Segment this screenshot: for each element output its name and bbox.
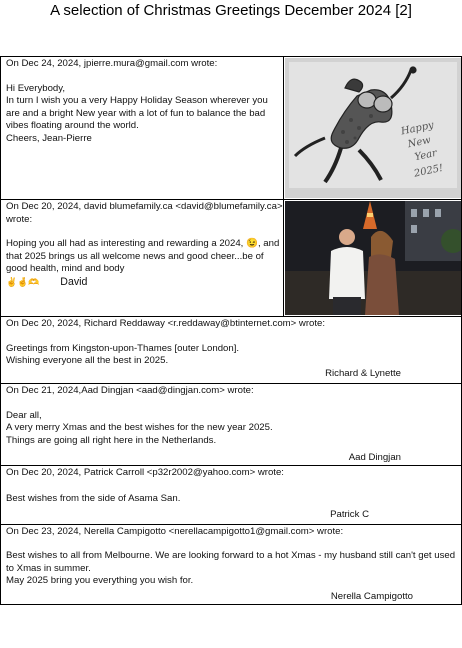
card-text: New <box>406 134 432 151</box>
greeting-header: On Dec 23, 2024, Nerella Campigotto <nerellacampigotto1@gmail.com> wrote: <box>6 525 344 537</box>
signature: Aad Dingjan <box>348 452 401 463</box>
greeting-header: On Dec 20, 2024, david blumefamily.ca <david@blumefamily.ca> wrote: <box>6 201 283 225</box>
greeting-header: On Dec 20, 2024, Richard Reddaway <r.reddaway@btinternet.com> wrote: <box>6 318 326 329</box>
greeting-line: Best wishes to all from Melbourne. We are looking forward to a hot Xmas - my husband still can't get used to Xmas in summer. <box>6 550 456 574</box>
greeting-header: On Dec 20, 2024, Patrick Carroll <p32r2002@yahoo.com> wrote: <box>6 466 284 478</box>
greeting-header: On Dec 21, 2024,Aad Dingjan <aad@dingjan.com> wrote: <box>6 385 254 396</box>
greeting-line: Greetings from Kingston-upon-Thames [outer London]. <box>6 342 240 354</box>
greeting-line: Cheers, Jean-Pierre <box>6 132 92 144</box>
happy-new-year-card-image <box>285 58 461 198</box>
greeting-row <box>1 200 462 317</box>
card-text: Happy <box>400 119 435 138</box>
greeting-text-cell <box>1 465 462 524</box>
greeting-text-cell <box>1 57 284 200</box>
greeting-row <box>1 57 462 200</box>
greeting-line: May 2025 bring you everything you wish for. <box>6 575 194 586</box>
greeting-line: Best wishes from the side of Asama San. <box>6 493 181 504</box>
greeting-row <box>1 384 462 466</box>
signature: Richard & Lynette <box>325 367 401 379</box>
greeting-text-cell <box>1 317 462 384</box>
greeting-line: Wishing everyone all the best in 2025. <box>6 355 169 366</box>
greeting-line: A very merry Xmas and the best wishes for the new year 2025. <box>6 422 273 433</box>
card-text: 2025! <box>413 162 445 180</box>
greeting-line: Hi Everybody, <box>6 82 66 94</box>
signature: Patrick C <box>330 508 369 520</box>
greeting-row <box>1 524 462 604</box>
image-cell <box>284 200 462 317</box>
page-title: A selection of Christmas Greetings December 2024 [2] <box>50 2 412 19</box>
greeting-text-cell <box>1 524 462 604</box>
image-cell <box>284 57 462 200</box>
card-text: Year <box>413 147 438 164</box>
signature: Nerella Campigotto <box>330 590 413 602</box>
greeting-line: Hoping you all had as interesting and rewarding a 2024, 😉, and that 2025 brings us all welcome news and good cheer...be of good health, mind and body <box>6 238 280 274</box>
greeting-line: Dear all, <box>6 409 42 421</box>
hand-emojis: ✌️🤞🫶 <box>6 277 40 288</box>
greeting-line: Things are going all right here in the Netherlands. <box>6 434 217 446</box>
greetings-table <box>0 56 462 605</box>
greeting-text-cell <box>1 384 462 466</box>
greeting-row <box>1 317 462 384</box>
greeting-text-cell <box>1 200 284 317</box>
couple-photo <box>285 201 461 315</box>
signature: David <box>60 275 88 288</box>
greeting-row <box>1 465 462 524</box>
greeting-line: In turn I wish you a very Happy Holiday Season wherever you are and a bright New year with a lot of fun to balance the bad vibes floating around the world. <box>6 95 268 131</box>
greeting-header: On Dec 24, 2024, jpierre.mura@gmail.com wrote: <box>6 58 218 69</box>
